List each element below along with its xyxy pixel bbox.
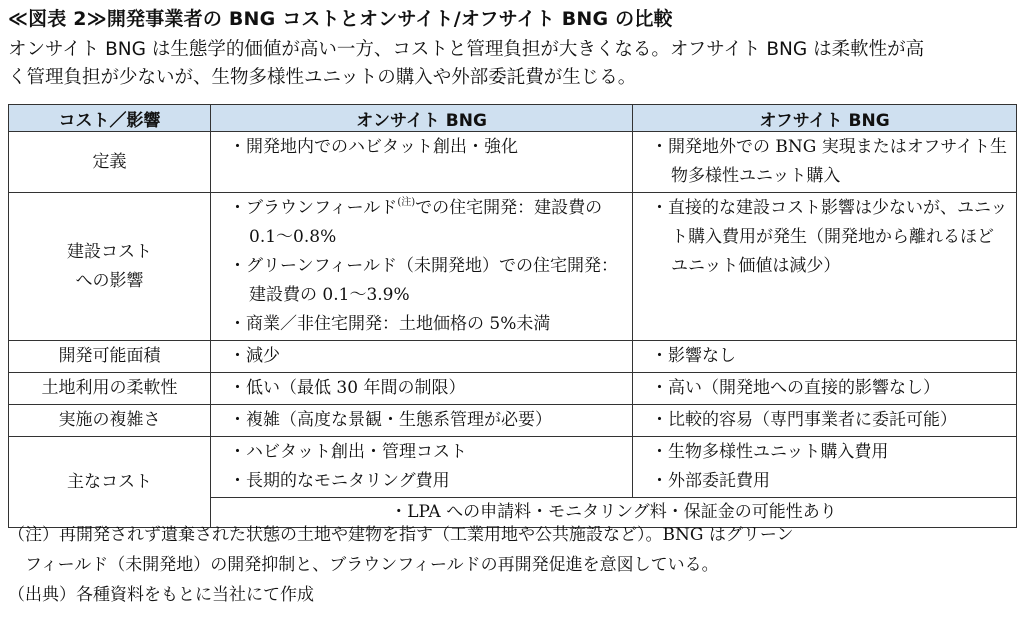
footnotes (8, 520, 1020, 610)
cell-offsite-definition: ・開発地外での BNG 実現またはオフサイト生物多様性ユニット購入 (633, 132, 1017, 193)
cell-offsite-developable-area: ・影響なし (633, 341, 1017, 373)
cell-offsite-complexity: ・比較的容易（専門事業者に委託可能） (633, 405, 1017, 437)
table-row (9, 373, 1017, 405)
lead-summary (8, 36, 1020, 92)
onsite-brownfield-line: ・ブラウンフィールド$^{(注)}$での住宅開発：建設費の 0.1～0.8% (229, 197, 603, 247)
footnote-source: （出典）各種資料をもとに当社にて作成 (8, 585, 314, 605)
cell-shared-costs: ・LPA への申請料・モニタリング料・保証金の可能性あり (211, 498, 1017, 528)
row-label-main-costs: 主なコスト (9, 437, 211, 528)
note-marker: (注) (397, 197, 416, 208)
cell-offsite-main-costs: ・生物多様性ユニット購入費用 ・外部委託費用 (633, 437, 1017, 498)
header-offsite: オフサイト BNG (633, 105, 1017, 132)
cell-offsite-land-use-flexibility: ・高い（開発地への直接的影響なし） (633, 373, 1017, 405)
row-label-complexity: 実施の複雑さ (9, 405, 211, 437)
header-cost-impact: コスト／影響 (9, 105, 211, 132)
footnote-note-line-1: （注）再開発されず遺棄された状態の土地や建物を指す（工業用地や公共施設など）。BNG はグリーン (8, 525, 794, 545)
table-row (9, 437, 1017, 498)
table-header-row (9, 105, 1017, 132)
figure-title: ≪図表 2≫開発事業者の BNG コストとオンサイト/オフサイト BNG の比較 (8, 8, 673, 30)
comparison-table (8, 104, 1017, 528)
cell-onsite-developable-area: ・減少 (211, 341, 633, 373)
lead-line-1: オンサイト BNG は生態学的価値が高い一方、コストと管理負担が大きくなる。オフサイト BNG は柔軟性が高 (8, 39, 925, 60)
cell-onsite-main-costs: ・ハビタット創出・管理コスト ・長期的なモニタリング費用 (211, 437, 633, 498)
row-label-construction-cost: 建設コスト への影響 (9, 193, 211, 341)
table-row (9, 132, 1017, 193)
header-onsite: オンサイト BNG (211, 105, 633, 132)
row-label-developable-area: 開発可能面積 (9, 341, 211, 373)
row-label-land-use-flexibility: 土地利用の柔軟性 (9, 373, 211, 405)
cell-onsite-land-use-flexibility: ・低い（最低 30 年間の制限） (211, 373, 633, 405)
cell-onsite-complexity: ・複雑（高度な景観・生態系管理が必要） (211, 405, 633, 437)
table-row (9, 341, 1017, 373)
cell-offsite-construction-cost: ・直接的な建設コスト影響は少ないが、ユニット購入費用が発生（開発地から離れるほどユニット価値は減少） (633, 193, 1017, 341)
cell-onsite-construction-cost: ・ブラウンフィールド$^{(注)}$での住宅開発：建設費の 0.1～0.8% ・グリーンフィールド（未開発地）での住宅開発：建設費の 0.1～3.9% ・商業／非住宅開発：土地価格の 5%未満 (211, 193, 633, 341)
cell-onsite-definition: ・開発地内でのハビタット創出・強化 (211, 132, 633, 193)
lead-line-2: く管理負担が少ないが、生物多様性ユニットの購入や外部委託費が生じる。 (8, 67, 637, 88)
table-row (9, 405, 1017, 437)
table-row (9, 193, 1017, 341)
footnote-note-line-2: フィールド（未開発地）の開発抑制と、ブラウンフィールドの再開発促進を意図している。 (8, 555, 719, 575)
row-label-definition: 定義 (9, 132, 211, 193)
